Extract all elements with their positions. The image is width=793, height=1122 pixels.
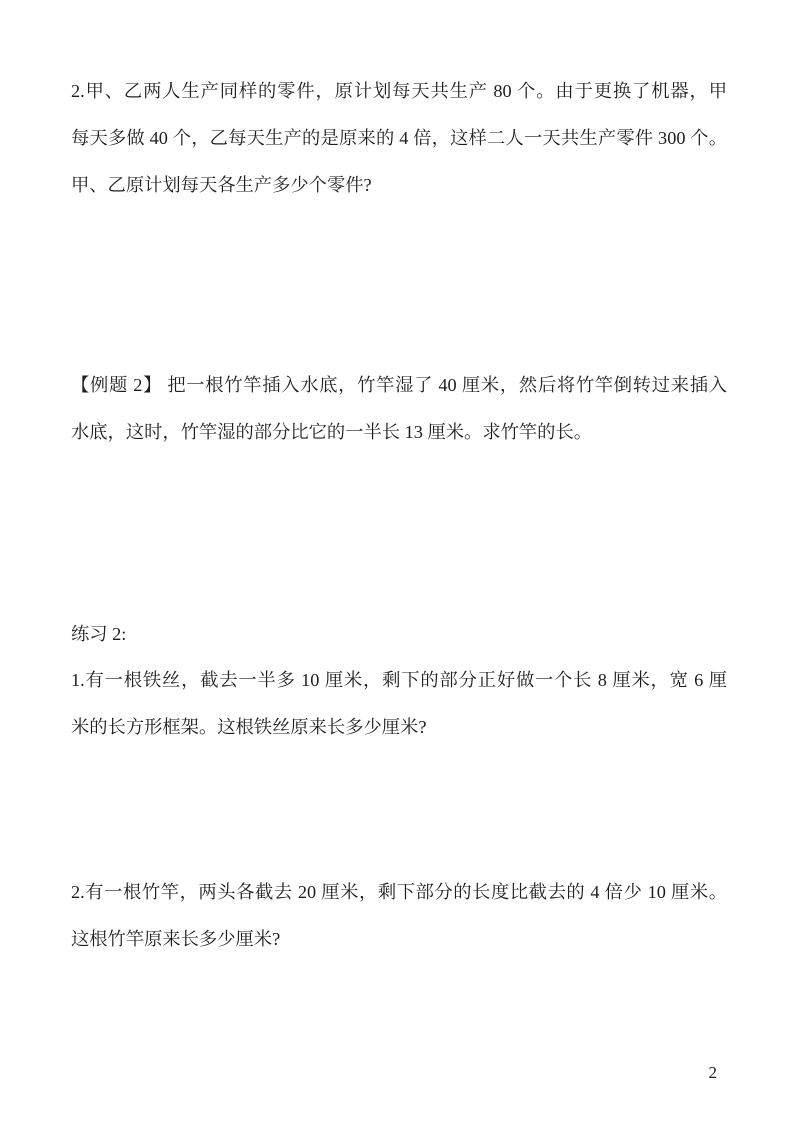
text-line: 米的长方形框架。这根铁丝原来长多少厘米? [71,717,427,737]
text-line: 这根竹竿原来长多少厘米? [71,929,281,949]
text-line: 2.甲、乙两人生产同样的零件，原计划每天共生产 80 个。由于更换了机器，甲 [71,81,727,101]
example-2-block [71,362,727,456]
text-line: 【例题 2】 把一根竹竿插入水底，竹竿湿了 40 厘米，然后将竹竿倒转过来插入 [71,375,727,395]
text-line: 每天多做 40 个，乙每天生产的是原来的 4 倍，这样二人一天共生产零件 300 个。 [71,128,727,148]
practice-2-question-2-block [71,869,727,963]
section-heading: 练习 2: [71,624,127,644]
page-number: 2 [708,1063,717,1082]
practice-2-question-1-block [71,657,727,751]
text-line: 甲、乙原计划每天各生产多少个零件? [71,175,372,195]
practice-2-heading [71,611,727,658]
text-line: 水底，这时，竹竿湿的部分比它的一半长 13 厘米。求竹竿的长。 [71,422,593,442]
problem-2-block [71,68,727,209]
text-line: 1.有一根铁丝，截去一半多 10 厘米，剩下的部分正好做一个长 8 厘米，宽 6 厘 [71,670,727,690]
text-line: 2.有一根竹竿，两头各截去 20 厘米，剩下部分的长度比截去的 4 倍少 10 厘米。 [71,882,727,902]
